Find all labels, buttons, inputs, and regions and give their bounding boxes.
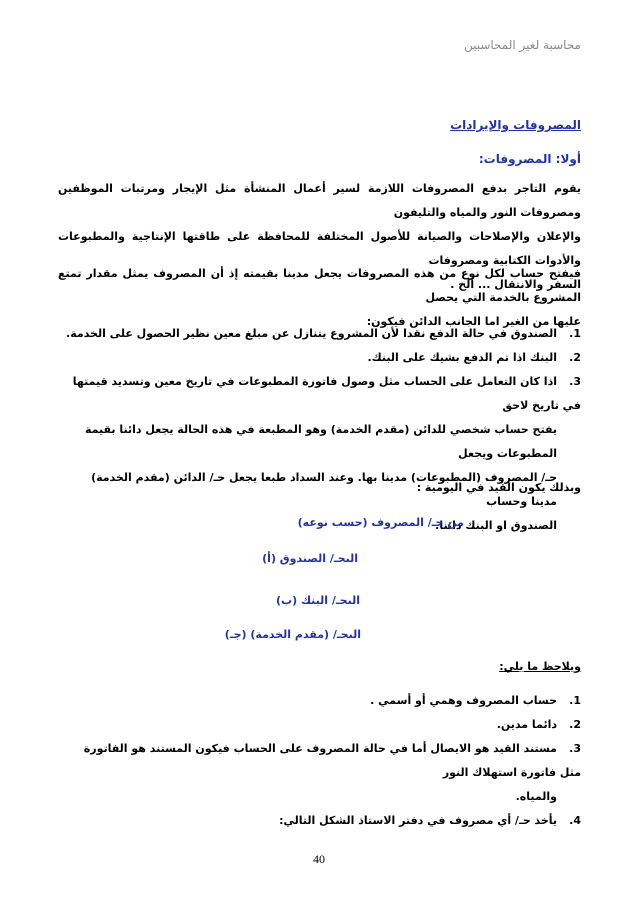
section-title: المصروفات والإيرادات: [450, 118, 581, 132]
list-item: 1.الصندوق في حالة الدفع نقدا لأن المشروع يتنازل عن مبلغ معين نظير الحصول على الخدمة.: [66, 327, 581, 340]
journal-credit-line: الىحـ/ الصندوق (أ): [262, 552, 358, 565]
notes-list: [62, 689, 581, 833]
list-item: 2.البنك اذا تم الدفع بشيك على البنك.: [367, 351, 581, 364]
running-header: محاسبة لغير المحاسبين: [463, 38, 581, 52]
credit-options-list: [62, 322, 581, 538]
list-item: 1.حساب المصروف وهمي أو أسمي .: [370, 694, 581, 707]
paragraph-line: عليها من الغير اما الجانب الدائن فيكون:: [366, 315, 581, 328]
intro-line: السفر والانتقال ... الخ .: [450, 278, 581, 291]
list-item: 2.دائما مدين.: [496, 718, 581, 731]
journal-credit-line: الىحـ/ (مقدم الخدمة) (جـ): [224, 628, 361, 641]
journal-credit-line: الىحـ/ البنك (ب): [276, 594, 360, 607]
intro-line: والإعلان والإصلاحات والصيانة للأصول المختلفة للمحافظة على طاقتها الإنتاجية والمطبوعات والأدوات الكتابية ومصروفات: [58, 230, 581, 267]
page-number: 40: [313, 852, 325, 866]
notes-title: ويلاحظ ما يلي:: [499, 660, 581, 673]
paragraph-line: فيفتح حساب لكل نوع من هذه المصروفات يجعل مدينا بقيمته إذ أن المصروف يمثل مقدار تمتع المشروع بالخدمة التي يحصل: [58, 267, 581, 304]
list-item: 3.مستند القيد هو الايصال أما في حالة المصروف على الحساب فيكون المستند هو الفاتورة مثل فاتورة استهلاك النور والمياه.: [83, 742, 581, 803]
journal-debit-line: من حـ/ المصروف (حسب نوعه): [297, 516, 464, 529]
subheading: أولا: المصروفات:: [478, 152, 581, 166]
list-item: 4.يأخذ حـ/ أي مصروف في دفتر الاستاذ الشكل التالي:: [279, 814, 581, 827]
intro-line: يقوم التاجر بدفع المصروفات اللازمة لسير أعمال المنشأة مثل الإيجار ومرتبات الموظفين ومصروفات النور والمياه والتليفون: [58, 182, 581, 219]
list-item: 3.اذا كان التعامل على الحساب مثل وصول فاتورة المطبوعات في تاريخ معين وتسديد قيمتها في تاريخ لاحق يفتح حساب شخصي للدائن (مقدم الخدمة) وهو المطبعة في هذه الحالة يجعل دائنا بقيمة المطبوعات ويجعل حـ/ المصروف (المطبوعات) مدينا بها. وعند السداد طبعا يجعل حـ/ الدائن (مقدم الخدمة) مدينا وحساب الصندوق او البنك دائنا.: [72, 375, 581, 532]
journal-intro: وبذلك يكون القيد في اليومية :: [416, 481, 581, 494]
